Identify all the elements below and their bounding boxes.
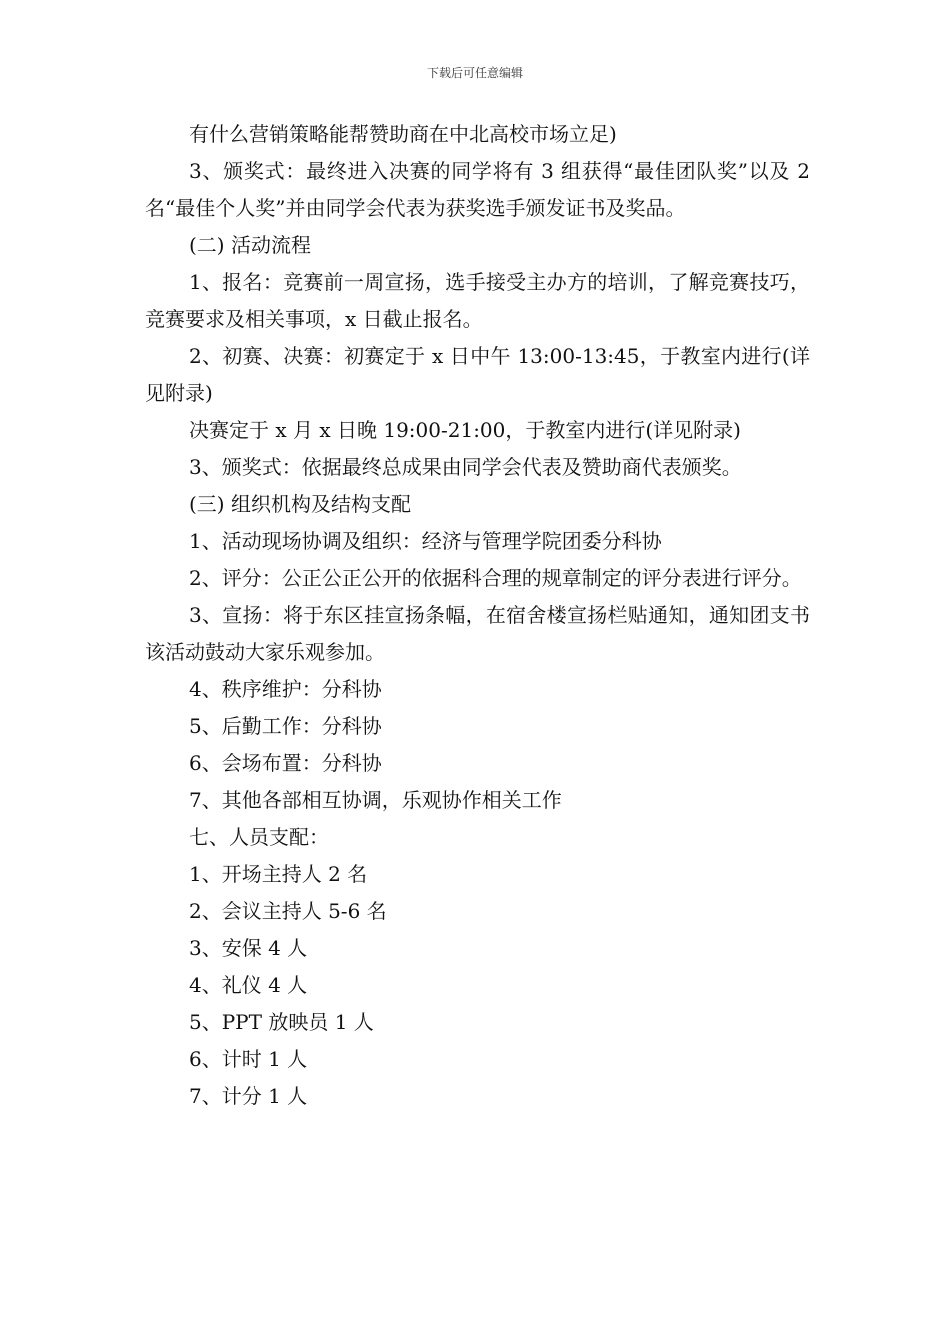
paragraph: 2、评分：公正公正公开的依据科合理的规章制定的评分表进行评分。: [189, 566, 802, 590]
list-item: 1、活动现场协调及组织：经济与管理学院团委分科协: [189, 529, 662, 553]
list-item: 6、计时 1 人: [189, 1047, 308, 1071]
list-item: 5、后勤工作：分科协: [189, 714, 382, 738]
section-heading: (三) 组织机构及结构支配: [189, 492, 411, 516]
paragraph: 有什么营销策略能帮赞助商在中北高校市场立足): [189, 122, 617, 146]
paragraph: 3、宣扬：将于东区挂宣扬条幅，在宿舍楼宣扬栏贴通知，通知团支书该活动鼓动大家乐观参加。: [145, 603, 810, 664]
list-item: 1、开场主持人 2 名: [189, 862, 368, 886]
page-header: 下载后可任意编辑: [426, 66, 523, 80]
list-item: 4、礼仪 4 人: [189, 973, 308, 997]
list-item: 7、其他各部相互协调，乐观协作相关工作: [189, 788, 562, 812]
list-item: 6、会场布置：分科协: [189, 751, 382, 775]
list-item: 3、安保 4 人: [189, 936, 308, 960]
list-item: 4、秩序维护：分科协: [189, 677, 382, 701]
list-item: 2、会议主持人 5-6 名: [189, 899, 387, 923]
section-heading: (二) 活动流程: [189, 233, 311, 257]
paragraph: 决赛定于 x 月 x 日晚 19:00-21:00，于教室内进行(详见附录): [189, 418, 741, 442]
list-item: 7、计分 1 人: [189, 1084, 308, 1108]
document-body: [145, 116, 810, 1115]
section-heading: 七、人员支配：: [189, 825, 329, 849]
paragraph: 1、报名：竞赛前一周宣扬，选手接受主办方的培训，了解竞赛技巧，竞赛要求及相关事项，x 日截止报名。: [145, 270, 810, 331]
paragraph: 2、初赛、决赛：初赛定于 x 日中午 13:00-13:45，于教室内进行(详见附录): [145, 344, 810, 405]
list-item: 5、PPT 放映员 1 人: [189, 1010, 374, 1034]
paragraph: 3、颁奖式：依据最终总成果由同学会代表及赞助商代表颁奖。: [189, 455, 742, 479]
paragraph: 3、颁奖式：最终进入决赛的同学将有 3 组获得“最佳团队奖”以及 2 名“最佳个人奖”并由同学会代表为获奖选手颁发证书及奖品。: [145, 159, 810, 220]
